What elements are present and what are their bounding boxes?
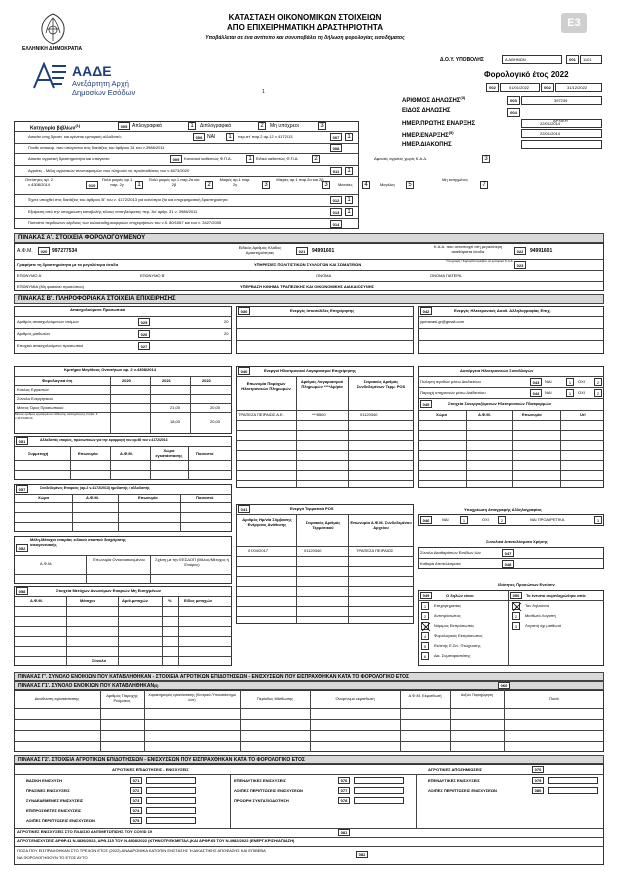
size-2[interactable]: Πολύ μικρές αρ.1 παρ.2α και 2β — [148, 177, 200, 187]
rep-right-1: Τον δηλούντα — [525, 603, 549, 608]
size-row-fte: Μέσος αριθμός εργαζομένων άθλησης απασχόλησης (πρβλ. 4 ν.4172/2013) — [15, 412, 98, 420]
sub-left-amount-2[interactable] — [146, 797, 196, 804]
section-b-header: ΠΙΝΑΚΑΣ Β'. ΠΛΗΡΟΦΟΡΙΑΚΑ ΣΤΟΙΧΕΙΑ ΕΠΙΧΕΙΡΗΣΗΣ — [14, 294, 604, 304]
sub-mid-label-1: ΛΟΙΠΕΣ ΠΕΡΙΠΤΩΣΕΙΣ ΕΝΙΣΧΥΣΕΩΝ — [234, 788, 303, 793]
reps-right-title: Το έντυπο συμπληρώθηκε από: — [526, 593, 587, 598]
code-011: 011 — [330, 167, 342, 175]
foreign-box[interactable]: 1 — [345, 133, 353, 141]
afm-value[interactable]: 997277534 — [52, 248, 78, 254]
platforms-h4: Url — [580, 412, 586, 417]
legal-name-label: ΕΠΩΝΥΜΙΑ (Μη φυσικού προσώπου) — [17, 284, 84, 289]
rep-left-6-box[interactable]: 6 — [421, 652, 429, 660]
period-from-field[interactable] — [500, 83, 540, 92]
code-006: 006 — [193, 133, 205, 141]
start-value: 22/01/2014 — [540, 131, 561, 136]
surname1-label: ΕΠΩΝΥΜΟ Α' — [17, 273, 42, 278]
size-1[interactable]: Πολύ μικρές αρ.1 παρ. 2γ — [101, 177, 133, 187]
republic-label: ΕΛΛΗΝΙΚΗ ΔΗΜΟΚΡΑΤΙΑ — [22, 46, 83, 52]
rep-left-4-box[interactable]: 4 — [421, 632, 429, 640]
rep-left-1: Επιχειρηματίας — [434, 603, 461, 608]
employees-label: Αριθμός μισθωτών — [17, 331, 51, 336]
rep-left-5: Εκ/στής Ε.Σιν. Πτώχευσης — [434, 643, 481, 648]
sub-left-code-1: 072 — [130, 787, 142, 794]
decl-number-value: 397239 — [554, 98, 568, 103]
sub-left-code-4: 075 — [130, 817, 142, 824]
sub-right-code-1: 080 — [532, 787, 544, 794]
stop-label: ΗΜΕΡ.ΔΙΑΚΟΠΗΣ — [402, 142, 452, 148]
kad2-value[interactable]: 94991601 — [530, 248, 553, 254]
main-activity-label: Γραφήστε τη δραστηριότητα με τα μεγαλύτερα έσοδα — [17, 262, 119, 267]
code-048: 048 — [502, 560, 514, 568]
sub-mid-label-0: ΕΠΕΝΔΥΤΙΚΕΣ ΕΝΙΣΧΥΣΕΙΣ — [234, 778, 286, 783]
decl-type-value: ΑΡΧΙΚΗ — [553, 118, 568, 123]
code-052: 052 — [16, 544, 28, 552]
rep-right-2-box[interactable]: 2 — [512, 612, 520, 620]
afm-label: Α.Φ.Μ. — [17, 248, 33, 254]
platforms-h2: Α.Φ.Μ. — [478, 412, 491, 417]
books-opt3-box[interactable]: 3 — [318, 122, 326, 130]
sub-mid-code-0: 076 — [338, 777, 350, 784]
stop-field[interactable] — [521, 140, 602, 149]
kad-value[interactable]: 94991601 — [312, 248, 335, 254]
fee-exempt-label: Εξαίρεση από την υποχρέωση καταβολής τέλους επιτηδεύματος περ. 3α' αρθρ. 31 ν. 3986/2011 — [28, 209, 198, 214]
form-title-1: ΚΑΤΑΣΤΑΣΗ ΟΙΚΟΝΟΜΙΚΩΝ ΣΤΟΙΧΕΙΩΝ — [228, 13, 382, 22]
transactions-title: Διενέργεια Ηλεκτρονικών Συναλλαγών — [460, 368, 534, 373]
form-title-2: ΑΠΟ ΕΠΙΧΕΙΡΗΜΑΤΙΚΗ ΔΡΑΣΤΗΡΙΟΤΗΤΑ — [227, 23, 383, 32]
code-003: 003 — [507, 96, 520, 105]
fte-2021[interactable]: 18,00 — [170, 419, 181, 424]
terminal-serial[interactable]: 01120340 — [304, 548, 322, 553]
size-3[interactable]: Μικρές αρ.1 παρ. 2γ — [219, 177, 251, 187]
reps-left-title: Ο δηλών είναι: — [446, 593, 475, 598]
rep-left-4: Φορολογικός Εκπρόσωπος — [434, 633, 483, 638]
fte-2022[interactable]: 20,00 — [210, 419, 221, 424]
first-start-field[interactable] — [521, 119, 602, 128]
size-criteria-title: Κριτήρια Μεγέθους Οντοτήτων αρ. 2 ν.4308/2014 — [64, 367, 156, 372]
rep-left-2: Αντιπρόσωπος — [434, 613, 461, 618]
linked-ent-box — [14, 484, 232, 532]
code-049: 049 — [420, 592, 432, 599]
start-sup: (5) — [448, 130, 454, 135]
code-057: 057 — [16, 485, 28, 493]
first-start-value: 22/01/2014 — [540, 121, 561, 126]
code-004: 004 — [507, 108, 520, 117]
sub-mid-amount-0[interactable] — [354, 777, 404, 784]
books-opt2-box[interactable]: 2 — [258, 122, 266, 130]
period-to: 31/12/2022 — [567, 85, 588, 90]
subsidies-col1: ΑΓΡΟΤΙΚΕΣ ΕΠΙΔΟΤΗΣΕΙΣ - ΕΝΙΣΧΥΣΕΙΣ — [112, 767, 189, 772]
staff-count-value[interactable]: 20 — [224, 319, 229, 324]
sell-goods-yes[interactable]: ΝΑΙ — [545, 379, 552, 384]
code-046: 046 — [420, 516, 432, 524]
rent-h6: Α.Φ.Μ. Εκμισθωτή — [408, 693, 442, 698]
websites-box — [236, 306, 414, 354]
books-label: Κατηγορία βιβλίων — [30, 125, 76, 132]
coop-box[interactable]: 1 — [345, 167, 353, 175]
entity-label: Οντότητες αρ. 2 ν.4308/2014 — [24, 177, 54, 187]
inventory-yes-box[interactable]: 1 — [460, 516, 468, 524]
sub-mid-label-2: ΠΡΟΩΡΗ ΣΥΝΤΑΞΙΟΔΟΤΗΣΗ — [234, 798, 289, 803]
size-hdr-2021: 2021 — [162, 378, 171, 383]
avgstaff-2021[interactable]: 21,00 — [170, 405, 181, 410]
sub-right-code-0: 079 — [532, 777, 544, 784]
code-009: 009 — [170, 155, 182, 163]
sub-right-amount-0[interactable] — [548, 777, 598, 784]
size-4[interactable]: Μικρές αρ.1 παρ.2α και 2β — [276, 177, 324, 182]
rep-right-3: Λογιστή όχι μισθωτό — [525, 623, 562, 628]
inventory-title: Υποχρέωση Απογραφής Αλληλογραφίας — [464, 507, 542, 512]
art5g-label: Έχετε υπαχθεί στις διατάξεις του άρθρου 5Γ του ν. 4172/2013 για κοινόπρα ξία και επιχειρηματική δραστηριότητα — [28, 197, 228, 202]
websites-title: Ενεργές Ιστοσελίδες Επιχείρησης — [290, 308, 355, 313]
avgstaff-2022[interactable]: 20,00 — [210, 405, 221, 410]
foreign-mid: περ.στ' παρ.2 αρ.12 ν.4172/13 — [238, 134, 293, 139]
size-5[interactable]: Μεσαίες — [338, 182, 353, 187]
linked-ent-h3: Επωνυμία — [138, 495, 158, 500]
size-4-box[interactable]: 3 — [322, 181, 330, 189]
pos-serial[interactable]: 01120340 — [360, 412, 378, 417]
services-label: Παροχή υπηρεσιών μέσω Διαδικτύου — [420, 390, 486, 395]
size-hdr-2022: 2022 — [202, 378, 211, 383]
code-047: 047 — [502, 549, 514, 557]
employees-value[interactable]: 20 — [224, 331, 229, 336]
code-002: 002 — [486, 83, 499, 92]
sub-left-label-0: ΒΑΣΙΚΗ ΕΝΙΣΧΥΣΗ — [26, 778, 62, 783]
start-field[interactable] — [521, 129, 602, 138]
sub-left-label-1: ΠΡΑΣΙΝΕΣ ΕΝΙΣΧΥΣΕΙΣ — [26, 788, 70, 793]
doy-label: Δ.Ο.Υ. ΥΠΟΒΟΛΗΣ — [440, 57, 484, 63]
shareholders-h3: Αριθ.μετοχών — [122, 598, 148, 603]
rep-right-3-box[interactable]: 3 — [512, 622, 520, 630]
agri-opt1[interactable]: Κανονικό καθεστώς Φ.Π.Α. — [184, 156, 232, 161]
aade-name-2: Δημοσίων Εσόδων — [72, 88, 136, 97]
code-051: 051 — [16, 437, 28, 445]
code-002b: 002 — [541, 83, 554, 92]
terminal-bank[interactable]: ΤΡΑΠΕΖΑ ΠΕΙΡΑΙΩΣ — [356, 548, 394, 553]
decl-number-label: ΑΡΙΘΜΟΣ ΔΗΛΩΣΗΣ — [402, 98, 461, 104]
sub-right-label-0: ΕΠΕΝΔΥΤΙΚΕΣ ΕΝΙΣΧΥΣΕΙΣ — [428, 778, 480, 783]
inventory-no-box[interactable]: 2 — [498, 516, 506, 524]
code-001: 001 — [566, 55, 579, 64]
rep-left-3-box[interactable] — [421, 622, 429, 630]
terminals-h3: Επωνυμία Α.Φ.Μ. Συνδεδεμένου Αρχείου — [350, 520, 412, 531]
aade-logo — [30, 62, 70, 90]
code-012: 012 — [330, 196, 342, 204]
size-6-box[interactable]: 5 — [406, 181, 414, 189]
books-opt1[interactable]: Απλογραφικά — [132, 123, 162, 129]
pos-h3: Σειριακός Αριθμός Συνδεδεμένων Τερμ. POS — [356, 379, 406, 390]
form-subtitle: Υποβάλλεται σε ένα αντίτυπο και συνυποβάλει τη δήλωση φορολογίας εισοδήματος — [205, 35, 405, 41]
start-label: ΗΜΕΡ.ΕΝΑΡΞΗΣ — [402, 133, 449, 139]
tax-year: Φορολογικό έτος 2022 — [484, 70, 569, 79]
agri-opt3-box[interactable]: 3 — [482, 155, 490, 163]
books-opt2[interactable]: Διπλογραφικά — [200, 123, 232, 129]
platforms-h1: Χώρα — [436, 412, 447, 417]
agri-opt3[interactable]: Αφανείς αγρότες χωρίς Κ.Α.Δ. — [374, 156, 428, 161]
foreign-yes-box[interactable]: 1 — [226, 133, 234, 141]
size-6[interactable]: Μεγάλες — [380, 182, 396, 187]
linked-ent-h1: Χώρα — [38, 495, 49, 500]
section-g1-header — [14, 681, 604, 690]
code-023: 023 — [514, 261, 526, 269]
seasonal-label: Εποχικά απασχολούμενο προσωπικό — [17, 343, 84, 348]
rep-right-2: Μισθωτό Λογιστή — [525, 613, 556, 618]
linked-ent-h2: Α.Φ.Μ. — [86, 495, 99, 500]
covid-label: ΑΓΡΟΤΙΚΕΣ ΕΝΙΣΧΥΣΕΙΣ ΣΤΟ ΠΛΑΙΣΙΟ ΑΝΤΙΜΕΤΩΠΙΣΗΣ ΤΟΥ COVID 19 — [17, 829, 153, 834]
rent-h3: Χαρακτηρισμός εγκατάστασης (Κεντρικό /Υποκατάστημα κλπ) — [148, 693, 236, 702]
size-1-box[interactable]: 1 — [135, 181, 143, 189]
doy-code-field[interactable] — [580, 55, 602, 64]
size-2-box[interactable]: 2 — [205, 181, 213, 189]
doy-code-value: 1101 — [583, 57, 592, 62]
shareholders-total: Σύνολο — [92, 658, 107, 663]
rent-h1: Διεύθυνση εγκατάστασης — [34, 696, 80, 701]
section-g-header: ΠΙΝΑΚΑΣ Γ'. ΣΥΝΟΛΟ ΕΝΟΙΚΙΩΝ ΠΟΥ ΚΑΤΑΒΛΗΘΗΚΑΝ - ΣΤΟΙΧΕΙΑ ΑΓΡΟΤΙΚΩΝ ΕΠΙΔΟΤΗΣΕΩΝ - ΕΝΙΣΧΥΣΕΩΝ ΠΟΥ ΕΙΣΠΡΑΧΘΗΚΑΝ ΚΑΤΑ ΤΟ ΦΟΡΟΛΟΓΙΚΟ ΕΤΟΣ — [14, 672, 604, 681]
profit-pct-label: Ποσοστό περιδιώνον κέρδους των κυλικειοδημιουργικών επιχειρήσεων του ν.δ. 80/1067 και του ν. 3427/2005 — [28, 220, 222, 225]
shareholders-h4: % — [168, 598, 172, 603]
father-label: ΟΝΟΜΑ ΠΑΤΕΡΑ — [430, 273, 462, 278]
code-010: 010 — [86, 181, 98, 189]
sub-left-code-3: 074 — [130, 807, 142, 814]
foreign-yes[interactable]: ΝΑΙ — [207, 134, 216, 140]
rep-left-5-box[interactable]: 5 — [421, 642, 429, 650]
sell-goods-no-box[interactable]: 2 — [594, 378, 602, 386]
books-opt3[interactable]: Μη υπόχρεοι — [270, 123, 299, 129]
code-043: 043 — [530, 378, 542, 386]
agri-label: Ασκείτε αγροτική δραστηριότητα και υπάγεστε: — [28, 156, 111, 161]
foreign-ent-title: Αλλοδαπές εταιρίες, προσωπικών για την εφαρμογή του αρ.66 του ν.4172/2013 — [40, 438, 168, 442]
results-title: Συνολικά Αποτελέσματα Χρήσης — [486, 539, 548, 544]
size-3-box[interactable]: 3 — [262, 181, 270, 189]
pos-h1: Επωνυμία Παρόχων Ηλεκτρονικών Πληρωμών — [241, 381, 291, 392]
shareholders-h1: Α.Φ.Μ. — [30, 598, 43, 603]
size-5-box[interactable]: 4 — [362, 181, 370, 189]
code-008: 008 — [330, 144, 342, 152]
sub-left-amount-4[interactable] — [146, 817, 196, 824]
name-label: ΟΝΟΜΑ — [316, 273, 332, 278]
sub-mid-amount-1[interactable] — [354, 787, 404, 794]
shareholders-h5: Είδος μετοχών — [184, 598, 212, 603]
greek-emblem — [38, 13, 68, 45]
code-030: 030 — [238, 307, 250, 315]
section-g1-title: ΠΙΝΑΚΑΣ Γ1'. ΣΥΝΟΛΟ ΕΝΟΙΚΙΩΝ ΠΟΥ ΚΑΤΑΒΛΗΘΗΚΑΝ — [18, 682, 155, 689]
form-code-badge — [561, 13, 587, 33]
inventory-no[interactable]: ΟΧΙ — [482, 517, 489, 522]
kad2-label: Κ.Α.Δ. που αντιστοιχεί στη μεγαλύτερη ακαθάριστα έσοδα — [433, 244, 503, 254]
members-h1: Α.Φ.Μ. — [40, 561, 53, 566]
sub-left-amount-3[interactable] — [146, 807, 196, 814]
books-sup: (1) — [75, 123, 81, 128]
pos-accounts-title: Ενεργοί Ηλεκτρονικοί Λογαριασμοί Επιχείρησης — [264, 368, 357, 373]
sub-left-label-4: ΛΟΙΠΕΣ ΠΕΡΙΠΤΩΣΕΙΣ ΕΝΙΣΧΥΣΕΩΝ — [26, 818, 95, 823]
code-060: 060 — [498, 682, 510, 689]
code-040: 040 — [238, 367, 250, 375]
code-050: 050 — [510, 592, 522, 599]
code-005: 005 — [118, 122, 130, 130]
code-041: 041 — [238, 505, 250, 513]
rep-right-1-box[interactable] — [512, 602, 520, 610]
doy-value: Α ΑΘΗΝΩΝ — [505, 57, 526, 62]
size-row-turnover: Κύκλος Εργασιών — [17, 387, 49, 392]
agri-opt1-box[interactable]: 1 — [246, 155, 254, 163]
platforms-title: Στοιχεία Συνεργαζόμενων Ηλεκτρονικών Πλατφορμών — [448, 401, 551, 406]
subsidies-col3: ΑΓΡΟΤΙΚΕΣ ΑΠΟΖΗΜΙΩΣΕΙΣ — [428, 767, 482, 772]
inventory-optional-box[interactable]: 3 — [594, 516, 602, 524]
rent-h5: Ονομ/νυμο εκμισθωτή — [335, 696, 375, 701]
foreign-ent-box — [14, 436, 232, 480]
code-044: 044 — [530, 389, 542, 397]
shareholders-h2: Μέτοχοι — [80, 598, 95, 603]
services-no-box[interactable]: 2 — [594, 389, 602, 397]
code-020: 020 — [38, 247, 50, 255]
code-007: 007 — [330, 133, 342, 141]
rep-left-2-box[interactable]: 2 — [421, 612, 429, 620]
services-yes[interactable]: ΝΑΙ — [545, 390, 552, 395]
pos-account[interactable]: ***8500 — [312, 412, 326, 417]
legal-name-value[interactable]: ΥΠΕΡΒΑΣΗ ΚΙΝΗΜΑ ΤΡΑΠΕΖΙΚΗΣ ΚΑΙ ΟΙΚΟΝΟΜΙΚΗΣ ΔΙΑΚΑΙΟΣΥΝΗΣ — [240, 284, 375, 289]
members-title: Μέλη-Μέτοχοι εταιρίας ειδικού σκοπού διαχείρισης οικογενειακής — [30, 537, 127, 547]
code-022: 022 — [514, 247, 526, 255]
period-to-field[interactable] — [555, 83, 602, 92]
sub-left-label-2: ΣΥΝΔΕΔΕΜΕΝΕΣ ΕΝΙΣΧΥΣΕΙΣ — [26, 798, 84, 803]
terminals-h2: Σειριακός Αριθμός Τερματικού — [305, 520, 341, 531]
section-a-header: ΠΙΝΑΚΑΣ Α'. ΣΤΟΙΧΕΙΑ ΦΟΡΟΛΟΓΟΥΜΕΝΟΥ — [14, 233, 604, 243]
doy-field[interactable] — [502, 55, 562, 64]
sub-left-code-2: 073 — [130, 797, 142, 804]
art5g-box[interactable]: 1 — [345, 196, 353, 204]
foreign-ent-h4: Χώρα εγκατάστασης — [155, 448, 183, 458]
page-number: 1 — [262, 89, 265, 95]
size-hdr-2020: 2020 — [122, 378, 131, 383]
aade-abbr: ΑΑΔΕ — [72, 63, 112, 79]
size-7[interactable]: Μη εισηγμένες — [442, 177, 468, 182]
inventory-optional[interactable]: ΝΑΙ ΠΡΟΑΙΡΕΤΙΚΑ — [530, 517, 565, 522]
foreign-ent-h3: Α.Φ.Μ. — [120, 451, 133, 456]
retro-label-2: ΝΑ ΦΟΡΟΛΟΓΗΘΟΥΝ ΤΟ ΕΤΟΣ ΑΥΤΟ — [17, 855, 88, 860]
check-x-icon — [512, 602, 522, 612]
code-025: 025 — [138, 318, 150, 326]
side-note: Υπογραφή / Σφραγίδα αμείβου σε εμπορικό Κ.Α.Δ. — [446, 259, 514, 263]
code-013: 013 — [330, 208, 342, 216]
staff-title: Απασχολούμενο Προσωπικό — [70, 307, 126, 312]
terminal-date[interactable]: 07/04/2017 — [248, 548, 269, 553]
sub-mid-code-2: 078 — [338, 797, 350, 804]
aade-name-1: Ανεξάρτητη Αρχή — [72, 79, 129, 88]
shareholders-title: Στοιχεία Μετόχων Ανωνύμων Εταιριών Μη Εισηγμένων — [56, 588, 161, 593]
law-label: ΑΓΡΟΤ.ΕΝΙΣΧΥΣΕΙΣ ΑΡΘΡ.41 Ν.4839/2022, ΑΡΘ.115 ΤΟΥ Ν.4808/2022 (ΚΤΗΝΟΤΡ.ΕΚΜΕΤΑΛ.)ΚΑΙ ΑΡΘΡ.65 ΤΟΥ Ν.4982/2022 (ΕΝΕΡΓ.ΚΡΙΣΗ/ΑΠΙΑΣΗ) — [17, 838, 295, 843]
fee-exempt-box[interactable]: 1 — [345, 208, 353, 216]
emails-title: Ενεργές Ηλεκτρονικές Διευθ. Αλληλογραφίας Επιχ. — [454, 308, 551, 313]
code-027: 027 — [138, 342, 150, 350]
email-value[interactable]: yperavasi.gr@gmail.com — [420, 319, 465, 324]
section-g1-sup: (8) — [154, 683, 159, 688]
rent-h7: Αυξών Παραχώρηση — [460, 693, 494, 697]
foreign-label: Ασκείτε επιχ.δραστ. και κρίνεται εμπορική αλλοδαπό; — [28, 134, 122, 139]
code-070: 070 — [532, 766, 544, 773]
sub-left-label-3: ΕΠΙΠΡΟΣΘΕΤΕΣ ΕΝΙΣΧΥΣΕΙΣ — [26, 808, 82, 813]
books-opt1-box[interactable]: 1 — [188, 122, 196, 130]
terminals-h1: Αριθμός Ημ/νία Σύμβασης Ενέργειας Ανάθεσης — [242, 517, 292, 528]
sub-left-code-0: 071 — [130, 777, 142, 784]
surname2-label: ΕΠΩΝΥΜΟ Β' — [140, 273, 166, 278]
gross-income-label: Σύνολο Ακαθαρίστων Εσόδων Ιών — [420, 550, 481, 555]
rent-h4: Περίοδος Μίσθωσης — [256, 696, 294, 701]
rep-left-6: Δικ. Συμπαραστάτης — [434, 653, 471, 658]
pos-h2: Αριθμός Λογαριασμού Πληρωμών ****Αρ/ρία — [300, 379, 344, 390]
foreign-ent-h1: Συμμετοχή — [28, 451, 49, 456]
sell-goods-no[interactable]: ΟΧΙ — [578, 379, 585, 384]
main-activity-value[interactable]: ΥΠΗΡΕΣΙΕΣ ΠΟΛΙΤΙΣΤΙΚΩΝ ΣΥΛΛΟΓΩΝ ΚΑΙ ΣΩΜΑΤΕΙΩΝ — [254, 262, 362, 267]
code-045: 045 — [420, 400, 432, 408]
special-number-label: Ειδικός Αριθμός Κλάδος Δραστηριότητας — [238, 245, 282, 255]
sub-right-amount-1[interactable] — [548, 787, 598, 794]
decl-type-label: ΕΙΔΟΣ ΔΗΛΩΣΗΣ — [402, 108, 451, 114]
sell-goods-label: Πώληση αγαθών μέσω Διαδικτύου — [420, 379, 481, 384]
terminals-title: Ενεργά Τερματικά POS — [290, 506, 334, 511]
sub-mid-amount-2[interactable] — [354, 797, 404, 804]
decl-number-sup: (3) — [460, 95, 466, 100]
members-h3: Σχέση με την ΕΕΣΔΟΠ (Μέλος/Μέτοχος ή Εταίρος) — [155, 557, 229, 567]
sub-left-amount-0[interactable] — [146, 777, 196, 784]
net-result-label: Καθαρά Αποτελέσματα — [420, 561, 461, 566]
coop-label: Αγρότες - Μέλη αγροτικών συνεταιρισμών που πληρούν τις προϋποθέσεις του ν.4673/2020 — [28, 168, 190, 173]
rent-h2: Αριθμός Παροχής Ρεύματος — [106, 693, 138, 704]
rep-left-1-box[interactable]: 1 — [421, 602, 429, 610]
linked-ent-title: Συνδεδεμένες Εταιρείες (αρ.2 ν.4172/2013) ημεδαπής / αλλοδαπής — [40, 486, 150, 490]
size-row-assets: Σύνολο Ενεργητικού — [17, 396, 53, 401]
members-h2: Επωνυμία Οντοσυσκευμένου — [93, 557, 145, 562]
reps-title: Ιδιότητες Προσώπων Ενεύσιν — [498, 582, 555, 587]
pos-provider[interactable]: ΤΡΑΠΕΖΑ ΠΕΙΡΑΙΩΣ Α.Ε. — [238, 412, 284, 417]
retro-label: ΠΟΣΑ ΠΟΥ ΕΙΣΠΡΑΧΘΗΚΑΝ ΣΤΟ ΤΡΕΧΟΝ ΕΤΟΣ (2022) ΑΝΑΔΡΟΜΙΚΑ ΚΑΤΟΠΙΝ ΕΝΣΤΑΣΗΣ Ή ΔΙΚΑΣΤΙΚΗΣ ΑΠΟΦΑΣΗΣ ΚΑΙ ΕΠΙΒΕΒΑ — [17, 848, 266, 853]
check-x-icon — [421, 622, 431, 632]
services-no[interactable]: ΟΧΙ — [578, 390, 585, 395]
code-058: 058 — [16, 587, 28, 595]
first-start-label: ΗΜΕΡ.ΠΡΩΤΗΣ ΕΝΑΡΞΗΣ — [402, 121, 476, 127]
platforms-h3: Επωνυμία — [522, 412, 542, 417]
foreign-ent-h2: Επωνυμία — [78, 451, 98, 456]
emails-box — [418, 306, 604, 354]
size-7-box[interactable]: 7 — [480, 181, 488, 189]
art31-label: Γίνεθε υποκειμ. που υπάγονται στις διατάξεις του άρθρου 31 του ν.3986/2011 — [28, 145, 165, 150]
rent-h8: Ποσό — [549, 696, 559, 701]
form-code: Ε3 — [567, 17, 581, 29]
sell-goods-yes-box[interactable]: 1 — [566, 378, 574, 386]
agri-opt2-box[interactable]: 2 — [312, 155, 320, 163]
code-082: 082 — [356, 851, 368, 858]
decl-number-field[interactable] — [521, 96, 602, 105]
section-g2-header: ΠΙΝΑΚΑΣ Γ2'. ΣΤΟΙΧΕΙΑ ΑΓΡΟΤΙΚΩΝ ΕΠΙΔΟΤΗΣΕΩΝ - ΕΝΙΣΧΥΣΕΩΝ ΠΟΥ ΕΙΣΠΡΑΧΘΗΚΑΝ ΚΑΤΑ ΤΟ ΦΟΡΟΛΟΓΙΚΟ ΕΤΟΣ — [14, 755, 604, 764]
sub-mid-code-1: 077 — [338, 787, 350, 794]
period-from: 01/01/2022 — [509, 85, 530, 90]
linked-ent-h4: Ποσοστό — [196, 495, 214, 500]
agri-opt2[interactable]: Ειδικό καθεστώς Φ.Π.Α. — [256, 156, 299, 161]
sub-right-label-1: ΛΟΙΠΕΣ ΠΕΡΙΠΤΩΣΕΙΣ ΕΝΙΣΧΥΣΕΩΝ — [428, 788, 497, 793]
size-row-avgstaff: Μέσος Όρος Προσωπικού — [17, 405, 64, 410]
code-042: 042 — [420, 307, 432, 315]
foreign-ent-h5: Ποσοστό — [196, 451, 214, 456]
code-021: 021 — [296, 247, 308, 255]
code-026: 026 — [138, 330, 150, 338]
inventory-yes[interactable]: ΝΑΙ — [442, 517, 449, 522]
staff-count-label: Αριθμός απασχολούμενων ατόμων — [17, 319, 79, 324]
code-081: 081 — [338, 829, 350, 836]
sub-left-amount-1[interactable] — [146, 787, 196, 794]
size-hdr-years: Φορολογικά έτη — [42, 378, 73, 383]
services-yes-box[interactable]: 1 — [566, 389, 574, 397]
code-014: 014 — [330, 220, 342, 228]
rep-left-3: Νόμιμος Εκπρόσωπος — [434, 623, 475, 628]
